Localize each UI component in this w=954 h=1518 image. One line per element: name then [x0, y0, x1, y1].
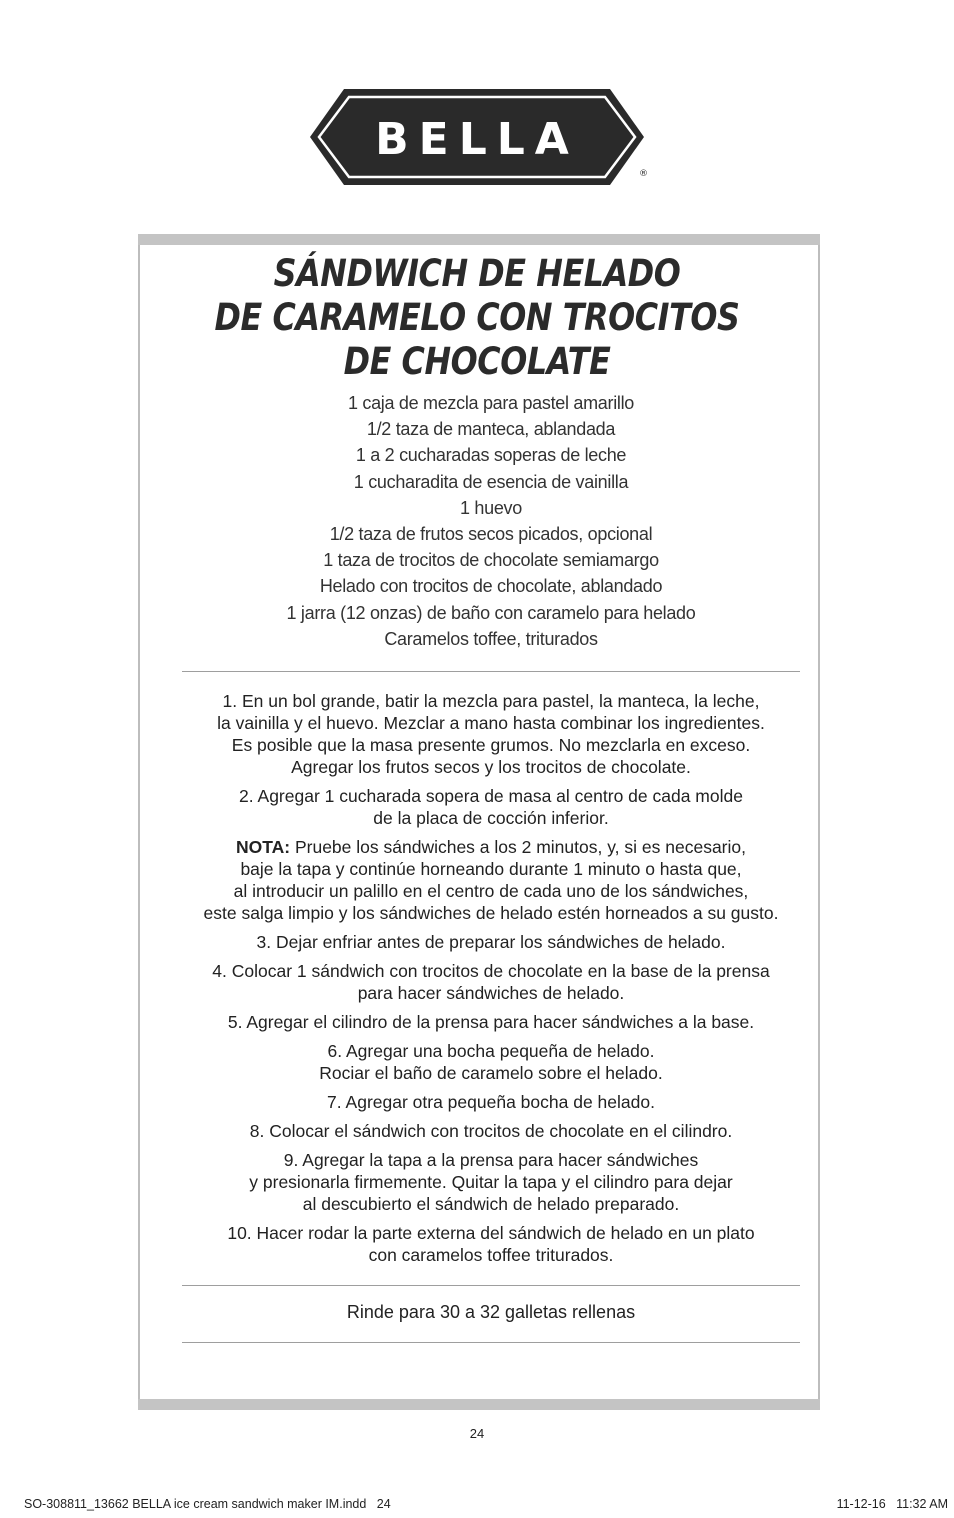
- footer-filename: SO-308811_13662 BELLA ice cream sandwich maker IM.indd 24: [24, 1497, 391, 1511]
- ingredient-item: 1 cucharadita de esencia de vainilla: [353, 471, 629, 492]
- card-bottom-bar: [138, 1399, 820, 1410]
- recipe-yield: Rinde para 30 a 32 galletas rellenas: [346, 1302, 636, 1322]
- footer-timestamp: 11-12-16 11:32 AM: [836, 1497, 948, 1511]
- instruction-step: 2. Agregar 1 cucharada sopera de masa al centro de cada molde de la placa de cocción inferior.: [239, 786, 743, 828]
- note-text: Pruebe los sándwiches a los 2 minutos, y, si es necesario, baje la tapa y continúe horneando durante 1 minuto o hasta que, al introducir un palillo en el centro de cada uno de los sándwiches, este salga limpio y los sándwiches de helado estén horneados a su gusto.: [203, 837, 779, 923]
- note-block: [0, 836, 954, 924]
- registered-mark: ®: [639, 169, 648, 179]
- instruction-step: 1. En un bol grande, batir la mezcla para pastel, la manteca, la leche, la vainilla y el huevo. Mezclar a mano hasta combinar los ingredientes. Es posible que la masa presente grumos. No mezclarla en exceso. Agregar los frutos secos y los trocitos de chocolate.: [217, 691, 765, 777]
- ingredient-item: 1 taza de trocitos de chocolate semiamargo: [323, 550, 659, 571]
- instruction-step: 8. Colocar el sándwich con trocitos de chocolate en el cilindro.: [249, 1121, 733, 1141]
- instruction-list: [0, 690, 954, 1273]
- title-line: DE CARAMELO CON TROCITOS: [214, 296, 740, 339]
- ingredient-item: 1 jarra (12 onzas) de baño con caramelo para helado: [286, 602, 696, 623]
- ingredient-item: 1 huevo: [460, 497, 522, 518]
- recipe-title: [67, 252, 887, 384]
- ingredient-item: Helado con trocitos de chocolate, ablandado: [319, 576, 663, 597]
- title-line: SÁNDWICH DE HELADO: [273, 252, 681, 295]
- brand-name: BELLA: [375, 114, 579, 165]
- ingredient-item: 1 caja de mezcla para pastel amarillo: [347, 393, 635, 413]
- ingredient-item: 1 a 2 cucharadas soperas de leche: [355, 445, 627, 466]
- ingredient-item: Caramelos toffee, triturados: [384, 628, 598, 649]
- title-line: DE CHOCOLATE: [343, 340, 611, 383]
- note-label: NOTA:: [236, 837, 291, 857]
- instruction-step: 3. Dejar enfriar antes de preparar los sándwiches de helado.: [256, 932, 726, 952]
- instruction-step: 4. Colocar 1 sándwich con trocitos de chocolate en la base de la prensa para hacer sándwiches de helado.: [212, 961, 770, 1003]
- ingredient-item: 1/2 taza de frutos secos picados, opcional: [329, 524, 653, 545]
- instruction-step: 7. Agregar otra pequeña bocha de helado.: [327, 1092, 655, 1112]
- divider: [182, 671, 800, 672]
- divider: [182, 1285, 800, 1286]
- divider: [182, 1342, 800, 1343]
- instruction-step: 5. Agregar el cilindro de la prensa para hacer sándwiches a la base.: [227, 1012, 755, 1032]
- page-number: 24: [469, 1426, 485, 1441]
- instruction-step: 9. Agregar la tapa a la prensa para hacer sándwiches y presionarla firmemente. Quitar la tapa y el cilindro para dejar al descubierto el sándwich de helado preparado.: [249, 1150, 733, 1214]
- ingredient-list: [0, 390, 954, 652]
- card-top-bar: [138, 234, 820, 245]
- instruction-step: 10. Hacer rodar la parte externa del sándwich de helado en un plato con caramelos toffee triturados.: [227, 1223, 755, 1265]
- instruction-step: 6. Agregar una bocha pequeña de helado. Rociar el baño de caramelo sobre el helado.: [319, 1041, 663, 1083]
- bella-logo: [306, 86, 648, 188]
- ingredient-item: 1/2 taza de manteca, ablandada: [366, 419, 616, 440]
